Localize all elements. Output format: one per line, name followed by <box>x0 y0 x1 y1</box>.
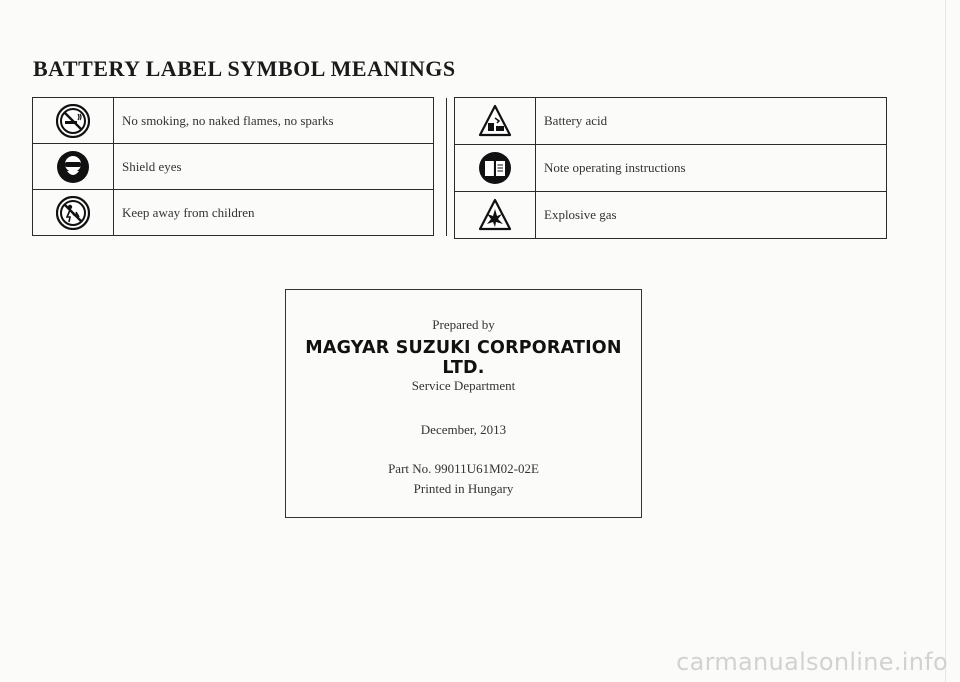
publication-date: December, 2013 <box>420 422 507 437</box>
prepared-by-label: Prepared by <box>432 317 495 332</box>
watermark: carmanualsonline.info <box>676 648 948 676</box>
operating-instructions-icon <box>478 151 512 185</box>
shield-eyes-icon <box>56 150 90 184</box>
symbol-table-left <box>32 97 447 236</box>
symbol-meaning: Note operating instructions <box>536 145 887 192</box>
company-name: MAGYAR SUZUKI CORPORATION LTD. <box>305 338 622 378</box>
explosive-gas-icon <box>478 198 512 232</box>
symbol-meaning: Explosive gas <box>536 192 887 239</box>
prepared-by-box <box>285 289 642 518</box>
symbol-meaning: Shield eyes <box>114 144 434 190</box>
table-row <box>455 192 887 239</box>
table-row <box>455 98 887 145</box>
no-smoking-icon <box>56 104 90 138</box>
table-row <box>33 144 447 190</box>
symbol-table-right <box>454 97 887 239</box>
table-row <box>455 145 887 192</box>
keep-away-children-icon <box>56 196 90 230</box>
battery-acid-icon <box>478 104 512 138</box>
symbol-meaning: Battery acid <box>536 98 887 145</box>
table-row <box>33 190 447 236</box>
symbol-meaning: Keep away from children <box>114 190 434 236</box>
page-title: BATTERY LABEL SYMBOL MEANINGS <box>33 56 456 81</box>
part-number: Part No. 99011U61M02-02E <box>388 461 539 476</box>
table-row <box>33 98 447 144</box>
scan-edge <box>945 0 946 682</box>
printed-location: Printed in Hungary <box>413 481 514 496</box>
department: Service Department <box>411 378 516 393</box>
symbol-meaning: No smoking, no naked flames, no sparks <box>114 98 434 144</box>
